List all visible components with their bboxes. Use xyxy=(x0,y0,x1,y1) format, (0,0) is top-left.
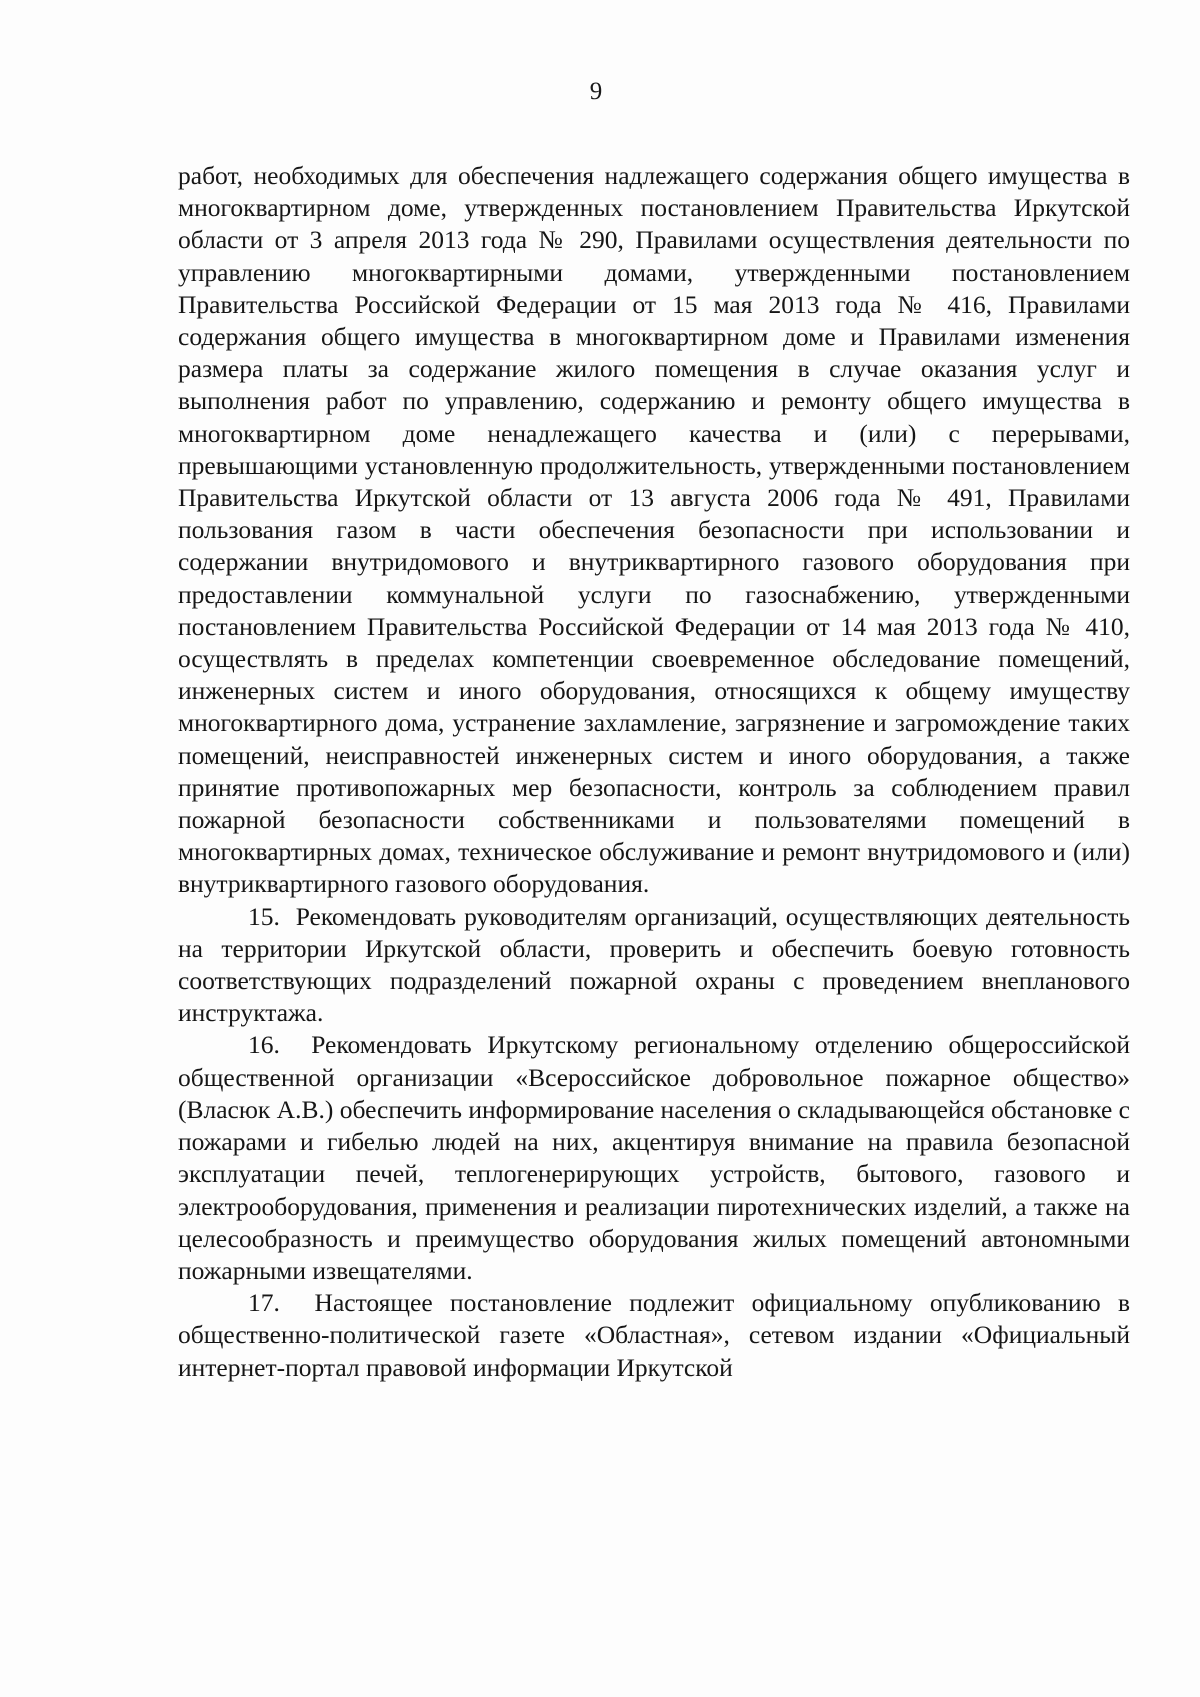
paragraph-number: 17. xyxy=(248,1288,280,1318)
paragraph-number: 16. xyxy=(248,1030,280,1060)
paragraph-text: Рекомендовать руководителям организаций, осуществляющих деятельность на территории Иркутской области, проверить и обеспечить боевую готовность соответствующих подразделений пожарной охраны с проведением внепланового инструктажа. xyxy=(178,901,1130,1028)
paragraph-15 xyxy=(178,901,1130,1030)
paragraph-text: Настоящее постановление подлежит официальному опубликованию в общественно-политической газете «Областная», сетевом издании «Официальный интернет-портал правовой информации Иркутской xyxy=(178,1288,1130,1382)
paragraph-text: Рекомендовать Иркутскому региональному отделению общероссийской общественной организации «Всероссийское добровольное пожарное общество» (Власюк А.В.) обеспечить информирование населения о складывающейся обстановке с пожарами и гибелью людей на них, акцентируя внимание на правила безопасной эксплуатации печей, теплогенерирующих устройств, бытового, газового и электрооборудования, применения и реализации пиротехнических изделий, а также на целесообразность и преимущество оборудования жилых помещений автономными пожарными извещателями. xyxy=(178,1030,1130,1285)
paragraph-16 xyxy=(178,1029,1130,1287)
paragraph-continuation: работ, необходимых для обеспечения надлежащего содержания общего имущества в многоквартирном доме, утвержденных постановлением Правительства Иркутской области от 3 апреля 2013 года № 290, Правилами осуществления деятельности по управлению многоквартирными домами, утвержденными постановлением Правительства Российской Федерации от 15 мая 2013 года № 416, Правилами содержания общего имущества в многоквартирном доме и Правилами изменения размера платы за содержание жилого помещения в случае оказания услуг и выполнения работ по управлению, содержанию и ремонту общего имущества в многоквартирном доме ненадлежащего качества и (или) с перерывами, превышающими установленную продолжительность, утвержденными постановлением Правительства Иркутской области от 13 августа 2006 года № 491, Правилами пользования газом в части обеспечения безопасности при использовании и содержании внутридомового и внутриквартирного газового оборудования при предоставлении коммунальной услуги по газоснабжению, утвержденными постановлением Правительства Российской Федерации от 14 мая 2013 года № 410, осуществлять в пределах компетенции своевременное обследование помещений, инженерных систем и иного оборудования, относящихся к общему имуществу многоквартирного дома, устранение захламление, загрязнение и загромождение таких помещений, неисправностей инженерных систем и иного оборудования, а также принятие противопожарных мер безопасности, контроль за соблюдением правил пожарной безопасности собственниками и пользователями помещений в многоквартирных домах, техническое обслуживание и ремонт внутридомового и (или) внутриквартирного газового оборудования. xyxy=(178,161,1130,899)
paragraph-number: 15. xyxy=(248,901,280,931)
document-body xyxy=(178,160,1130,1384)
page-number: 9 xyxy=(589,78,603,105)
paragraph-17 xyxy=(178,1287,1130,1384)
